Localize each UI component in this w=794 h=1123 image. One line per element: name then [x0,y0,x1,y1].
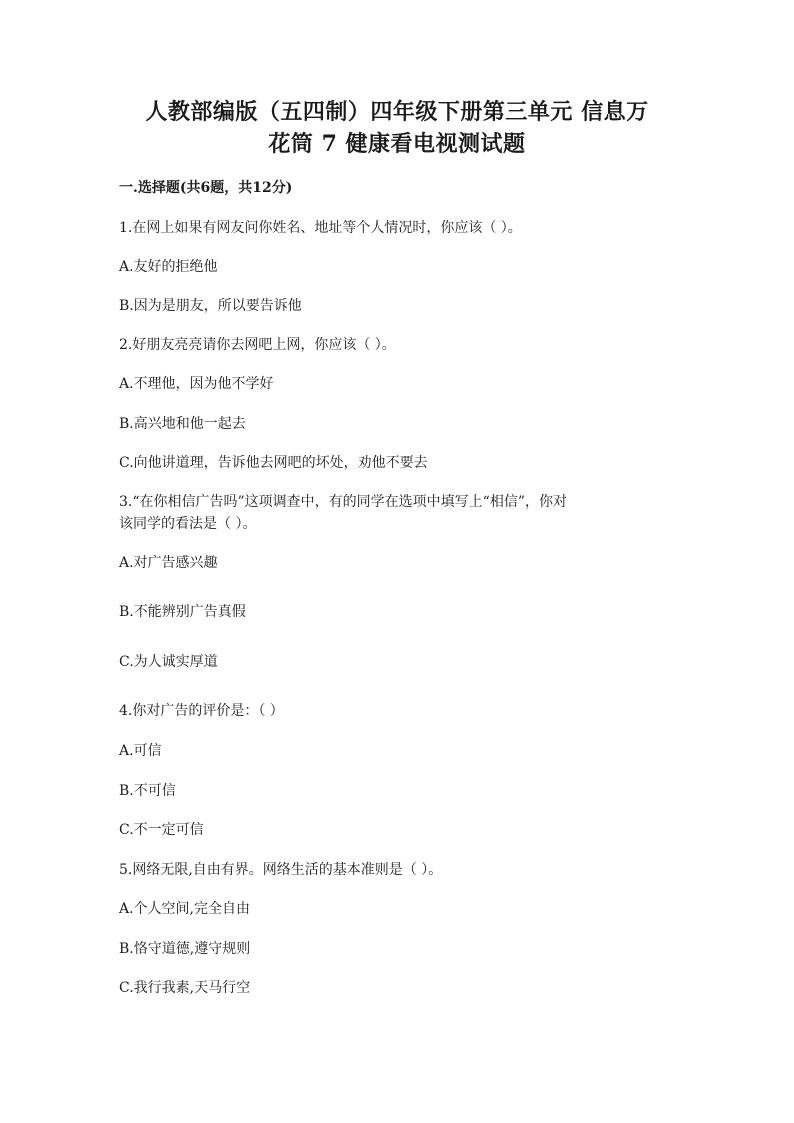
question-4-option-c: C.不一定可信 [119,822,204,838]
question-2-option-b: B.高兴地和他一起去 [119,416,246,432]
question-2-option-c: C.向他讲道理，告诉他去网吧的坏处，劝他不要去 [119,455,428,471]
document-title-line-2: 花筒 7 健康看电视测试题 [268,131,526,157]
question-1-option-b: B.因为是朋友，所以要告诉他 [119,298,302,314]
question-5-option-a: A.个人空间,完全自由 [119,901,251,917]
section-heading: 一.选择题(共6题，共12分) [119,180,293,196]
question-3-option-c: C.为人诚实厚道 [119,654,218,670]
document-title-line-1: 人教部编版（五四制）四年级下册第三单元 信息万 [145,99,649,125]
question-1-stem: 1.在网上如果有网友问你姓名、地址等个人情况时，你应该（ ）。 [119,220,522,236]
question-2-option-a: A.不理他，因为他不学好 [119,376,274,392]
question-4-stem: 4.你对广告的评价是：（ ） [119,703,284,719]
question-5-option-b: B.恪守道德,遵守规则 [119,941,251,957]
question-3-stem-line-2: 该同学的看法是（ ）。 [119,516,257,532]
question-3-stem-line-1: 3.“在你相信广告吗”这项调查中，有的同学在选项中填写上“相信”，你对 [119,494,567,510]
question-5-option-c: C.我行我素,天马行空 [119,980,251,996]
question-3-option-b: B.不能辨别广告真假 [119,604,246,620]
question-1-option-a: A.友好的拒绝他 [119,259,218,275]
question-5-stem: 5.网络无限,自由有界。网络生活的基本准则是（ ）。 [119,862,443,878]
question-2-stem: 2.好朋友亮亮请你去网吧上网，你应该（ ）。 [119,337,396,353]
question-3-option-a: A.对广告感兴趣 [119,555,218,571]
question-4-option-a: A.可信 [119,743,162,759]
question-4-option-b: B.不可信 [119,783,176,799]
